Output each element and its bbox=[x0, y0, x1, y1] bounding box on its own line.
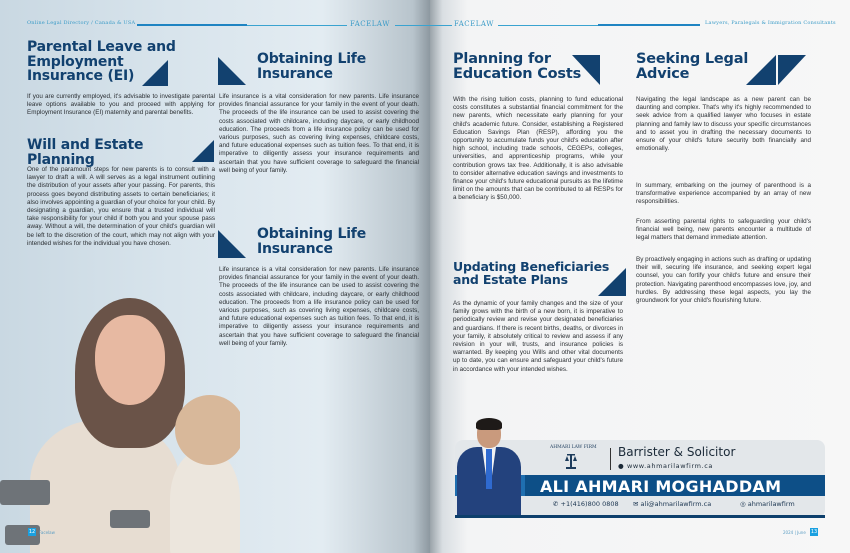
instagram-icon: ◎ bbox=[740, 500, 746, 508]
ad-email[interactable] bbox=[633, 500, 711, 508]
page-number-left: 12 bbox=[28, 529, 36, 535]
ad-lawyer-name: ALI AHMARI MOGHADDAM bbox=[540, 477, 782, 496]
running-head-left: Online Legal Directory / Canada & USA bbox=[27, 20, 136, 26]
heading-will-estate: Will and Estate Planning bbox=[27, 137, 144, 168]
heading-life-insurance: Obtaining Life Insurance bbox=[257, 51, 366, 82]
mother-baby-photo bbox=[0, 290, 240, 553]
ad-instagram[interactable] bbox=[740, 500, 795, 508]
heading-updating-beneficiaries: Updating Beneficiaries and Estate Plans bbox=[453, 259, 610, 288]
page-footer-right: 2024 | June bbox=[783, 530, 806, 535]
brand-right: FACELAW bbox=[454, 20, 494, 28]
header-rule bbox=[498, 25, 598, 26]
ad-website-link[interactable] bbox=[618, 462, 713, 470]
phone-icon: ✆ bbox=[553, 500, 559, 508]
paragraph-legal-advice-2: In summary, embarking on the journey of parenthood is a transformative experience accompanied by an array of new responsibilities. bbox=[636, 182, 811, 206]
heading-education-costs: Planning for Education Costs bbox=[453, 51, 582, 83]
paragraph-life-insurance-2: Life insurance is a vital consideration for new parents. Life insurance provides financial assurance for your family in the event of your death. The proceeds of the life insurance can be used to assist covering the costs associated with childcare, including daycare, or early childhood education. The proceeds from a life insurance policy can be used for various purposes, such as covering living expenses, childcare costs, and future educational expenses such as tuition fees. To that end, it is imperative to diligently assess your insurance requirements and ascertain that you have sufficient coverage to safeguard the financial well being of your family. bbox=[219, 266, 419, 347]
ad-divider bbox=[610, 448, 611, 470]
paragraph-education-costs: With the rising tuition costs, planning to fund educational costs constitutes a substantial financial commitment for the new parents, which necessitate early planning for your child's academic future. Consider, establishing a Registered Education Savings Plan (RESP), affording you the opportunity to accumulate funds your child's education after high school, including trade schools, CEGEPs, colleges, universities, and apprenticeship programs, while your contribution grows tax free. Additionally, it is also advisable to consider alternative education savings and investments to finance your child's future educational pursuits as the lifetime limit on the amounts that can be contributed to all RESPs for a beneficiary is $50,000. bbox=[453, 96, 623, 202]
paragraph-will-estate: One of the paramount steps for new parents is to consult with a lawyer to draft a will. A will serves as a legal instrument outlining the distribution of your assets after your passing. For parents, this process goes beyond distributing assets to certain beneficiaries; it also involves appointing a guardian of your choice for your child. By designating a guardian, you ensure that a trusted individual will take responsibility for your child if both you and your spouse pass away. Without a will, the determination of your child's guardian will be left to the discretion of the court, which may not align with your intended wishes for the individual you have chosen. bbox=[27, 166, 215, 247]
heading-parental-leave: Parental Leave and Employment Insurance (EI) bbox=[27, 39, 176, 85]
ad-website-text: www.ahmarilawfirm.ca bbox=[626, 462, 713, 470]
triangle-decoration-icon bbox=[218, 230, 246, 258]
ad-firm-name: AHMARI LAW FIRM bbox=[550, 445, 597, 450]
heading-life-insurance-2: Obtaining Life Insurance bbox=[257, 226, 366, 257]
triangle-decoration-icon bbox=[572, 55, 600, 85]
triangle-decoration-icon bbox=[142, 60, 168, 86]
globe-icon: ● bbox=[618, 462, 625, 470]
ad-bottom-rule bbox=[455, 515, 825, 518]
ad-instagram-text: ahmarilawfirm bbox=[747, 500, 795, 508]
running-head-right: Lawyers, Paralegals & Immigration Consultants bbox=[705, 20, 836, 26]
header-rule bbox=[430, 25, 452, 26]
email-icon: ✉ bbox=[633, 500, 639, 508]
brand-left: FACELAW bbox=[350, 20, 390, 28]
paragraph-legal-advice-3: From asserting parental rights to safeguarding your child's financial well being, new parents encounter a multitude of legal matters that demand immediate attention. bbox=[636, 218, 811, 242]
paragraph-updating-beneficiaries: As the dynamic of your family changes and the size of your family grows with the birth of a new born, it is imperative to periodically review and revise your designated beneficiaries and guardians. If there is recent births, deaths, or divorces in your family, it absolutely critical to review and assess if any revision in your will, trusts, and insurance policies is warranted. By keeping you Wills and other vital documents up to date, you can ensure and safeguard your child's future in accordance with your intended wishes. bbox=[453, 300, 623, 373]
header-rule bbox=[395, 25, 430, 26]
header-rule bbox=[598, 24, 700, 26]
header-rule bbox=[247, 25, 347, 26]
paragraph-parental-leave: If you are currently employed, it's advisable to investigate parental leave options available to you and proceed with applying for Employment Insurance (EI) maternity and parental benefits. bbox=[27, 93, 215, 117]
lawyer-portrait bbox=[455, 420, 525, 518]
triangle-decoration-icon bbox=[218, 57, 246, 85]
page-footer-left: Facelaw bbox=[39, 530, 55, 535]
scales-logo-icon bbox=[565, 452, 577, 470]
triangle-decoration-icon bbox=[598, 268, 626, 296]
law-firm-ad[interactable] bbox=[455, 440, 825, 518]
triangle-decoration-icon bbox=[778, 55, 806, 85]
paragraph-legal-advice-1: Navigating the legal landscape as a new parent can be daunting and complex. That's why it's highly recommended to seek advice from a qualified lawyer who focuses in estate planning and family law to discuss your specific circumstances and to asset you in drafting the necessary documents to ensure of your child's future security both financially and emotionally. bbox=[636, 96, 811, 153]
ad-title: Barrister & Solicitor bbox=[618, 445, 736, 459]
paragraph-life-insurance: Life insurance is a vital consideration for new parents. Life insurance provides financial assurance for your family in the event of your death. The proceeds of the life insurance can be used to assist covering the costs associated with childcare, including daycare, or early childhood education. The proceeds from a life insurance policy can be used for various purposes, such as covering living expenses, childcare costs, and future educational expenses such as tuition fees. To that end, it is imperative to diligently assess your insurance requirements and ascertain that you have sufficient coverage to safeguard the financial well being of your family. bbox=[219, 93, 419, 174]
heading-legal-advice: Seeking Legal Advice bbox=[636, 51, 749, 83]
paragraph-legal-advice-4: By proactively engaging in actions such as drafting or updating their will, securing life insurance, and seeking expert legal counsel, you can fortify your child's future and ensure their protection. Navigating parenthood encompasses love, joy, and hurdles. By addressing these legal aspects, you lay the groundwork for your child's flourishing future. bbox=[636, 256, 811, 305]
header-rule bbox=[137, 24, 247, 26]
ad-phone-text: +1(416)800 0808 bbox=[560, 500, 619, 508]
ad-email-text: ali@ahmarilawfirm.ca bbox=[640, 500, 712, 508]
triangle-decoration-icon bbox=[192, 140, 214, 162]
page-number-right: 13 bbox=[810, 529, 818, 535]
ad-phone[interactable] bbox=[553, 500, 619, 508]
triangle-decoration-icon bbox=[746, 55, 776, 85]
